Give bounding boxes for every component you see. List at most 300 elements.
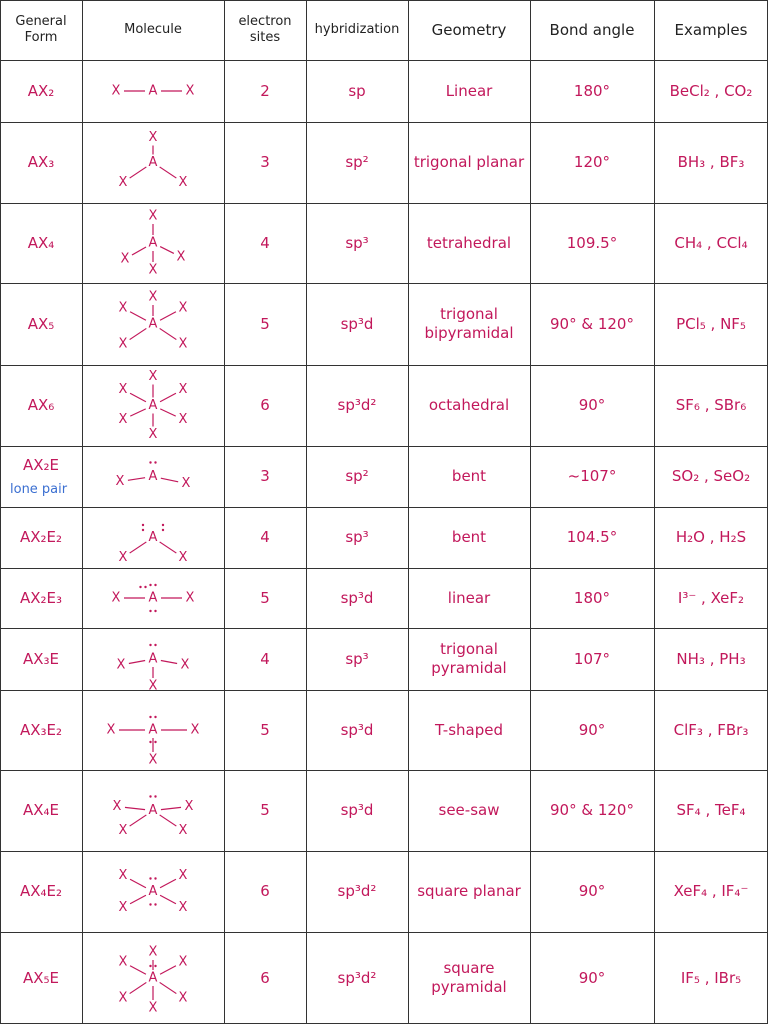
row-hybridization-text: sp³d	[340, 314, 374, 333]
row-electron-sites	[224, 60, 306, 122]
lone-pair-dot	[139, 586, 141, 588]
row-geometry-text: trigonal pyramidal	[431, 640, 507, 677]
row-electron-sites-text: 3	[260, 153, 270, 172]
lone-pair-label: lone pair	[10, 482, 68, 497]
grid-horizontal-line	[0, 446, 768, 447]
ligand-x: X	[148, 208, 158, 224]
central-atom: A	[148, 651, 158, 667]
bond-line	[160, 966, 176, 974]
ligand-x: X	[116, 657, 126, 673]
bond-line	[160, 542, 177, 553]
row-bond-angle	[530, 507, 654, 568]
row-geometry	[408, 446, 530, 507]
molecule-sketch-ax2	[82, 60, 224, 122]
ligand-x: X	[185, 590, 195, 606]
row-bond-angle	[530, 628, 654, 690]
lone-pair-dot	[144, 586, 146, 588]
row-examples	[654, 770, 768, 851]
lone-pair-annotation	[10, 482, 67, 497]
row-hybridization	[306, 770, 408, 851]
row-geometry-text: bent	[451, 528, 487, 547]
row-bond-angle	[530, 365, 654, 446]
row-bond-angle	[530, 770, 654, 851]
lone-pair-dot	[149, 610, 151, 612]
ligand-x: X	[148, 1000, 158, 1016]
ligand-x: X	[178, 382, 188, 397]
grid-vertical-line	[82, 0, 83, 1024]
grid-horizontal-line	[0, 851, 768, 852]
row-examples-text: BH₃ , BF₃	[677, 153, 745, 172]
central-atom: A	[148, 316, 158, 332]
bond-line	[132, 247, 146, 255]
row-electron-sites-text: 5	[260, 588, 270, 607]
row-bond-angle-text: 104.5°	[566, 528, 618, 547]
lone-pair-dot	[149, 795, 151, 797]
row-hybridization	[306, 932, 408, 1024]
ligand-x: X	[106, 722, 116, 738]
row-general-form	[0, 446, 82, 507]
row-general-form-text: AX₃	[27, 153, 55, 172]
row-geometry	[408, 851, 530, 932]
lone-pair-dot	[149, 903, 151, 905]
bond-line	[160, 815, 177, 826]
row-electron-sites-text: 6	[260, 882, 270, 901]
row-electron-sites	[224, 122, 306, 203]
header-bond-angle-text: Bond angle	[549, 20, 635, 39]
row-examples-text: SF₆ , SBr₆	[675, 396, 747, 415]
row-general-form	[0, 122, 82, 203]
row-bond-angle	[530, 568, 654, 628]
row-general-form-text: AX₄E₂	[19, 882, 63, 901]
row-geometry	[408, 628, 530, 690]
molecule-sketch-ax2e3	[82, 568, 224, 628]
lone-pair-dot	[154, 877, 156, 879]
row-bond-angle	[530, 446, 654, 507]
row-electron-sites-text: 5	[260, 720, 270, 739]
row-electron-sites	[224, 365, 306, 446]
row-electron-sites	[224, 203, 306, 283]
row-general-form-text: AX₂	[27, 81, 55, 100]
lone-pair-dot	[149, 584, 151, 586]
row-geometry	[408, 770, 530, 851]
row-electron-sites-text: 3	[260, 467, 270, 486]
row-examples	[654, 122, 768, 203]
row-examples	[654, 283, 768, 365]
row-general-form	[0, 283, 82, 365]
row-hybridization-text: sp³d²	[337, 882, 377, 901]
header-geometry	[408, 0, 530, 60]
ligand-x: X	[148, 130, 158, 145]
row-electron-sites	[224, 568, 306, 628]
row-hybridization-text: sp³d	[340, 588, 374, 607]
grid-vertical-line	[224, 0, 225, 1024]
row-geometry-text: trigonal planar	[413, 153, 525, 172]
row-examples-text: H₂O , H₂S	[675, 528, 747, 547]
row-examples	[654, 851, 768, 932]
bond-line	[161, 660, 177, 663]
row-hybridization	[306, 446, 408, 507]
row-bond-angle	[530, 283, 654, 365]
row-bond-angle-text: 90°	[578, 882, 606, 901]
ligand-x: X	[178, 823, 188, 838]
grid-horizontal-line	[0, 122, 768, 123]
row-hybridization-text: sp³	[345, 528, 369, 547]
row-bond-angle-text: ~107°	[567, 467, 617, 486]
grid-horizontal-line	[0, 203, 768, 204]
row-hybridization-text: sp³	[345, 649, 369, 668]
ligand-x: X	[118, 336, 128, 352]
header-molecule-text: Molecule	[124, 21, 182, 37]
row-examples	[654, 203, 768, 283]
molecule-sketch-ax4e2	[82, 851, 224, 932]
row-examples-text: SO₂ , SeO₂	[671, 467, 751, 486]
central-atom: A	[148, 722, 158, 738]
ligand-x: X	[178, 550, 188, 565]
ligand-x: X	[178, 954, 188, 970]
row-general-form-text: AX₂E₃	[19, 588, 63, 607]
row-geometry	[408, 690, 530, 770]
lone-pair-dot	[149, 741, 151, 743]
ligand-x: X	[178, 412, 188, 427]
row-electron-sites	[224, 851, 306, 932]
row-examples	[654, 690, 768, 770]
bond-line	[161, 807, 181, 809]
row-hybridization	[306, 851, 408, 932]
grid-horizontal-line	[0, 365, 768, 366]
lone-pair-dot	[149, 965, 151, 967]
ligand-x: X	[111, 590, 121, 606]
row-examples-text: NH₃ , PH₃	[676, 649, 746, 668]
bond-line	[160, 879, 176, 887]
row-bond-angle	[530, 851, 654, 932]
ligand-x: X	[148, 262, 158, 278]
row-hybridization-text: sp³d	[340, 720, 374, 739]
row-geometry	[408, 60, 530, 122]
ligand-x: X	[148, 289, 158, 305]
row-general-form	[0, 690, 82, 770]
ligand-x: X	[118, 300, 128, 316]
central-atom: A	[148, 155, 158, 170]
row-geometry-text: trigonal bipyramidal	[424, 305, 514, 342]
row-examples	[654, 628, 768, 690]
central-atom: A	[148, 530, 158, 545]
row-geometry	[408, 203, 530, 283]
row-examples-text: CH₄ , CCl₄	[674, 233, 748, 252]
ligand-x: X	[118, 550, 128, 565]
ligand-x: X	[178, 336, 188, 352]
lone-pair-dot	[149, 461, 151, 463]
row-geometry-text: square pyramidal	[431, 959, 507, 996]
row-geometry-text: tetrahedral	[426, 233, 512, 252]
lone-pair-dot	[162, 524, 164, 526]
grid-vertical-line	[306, 0, 307, 1024]
row-geometry	[408, 932, 530, 1024]
row-geometry	[408, 283, 530, 365]
grid-vertical-line	[408, 0, 409, 1024]
bond-line	[130, 393, 146, 401]
molecule-sketch-ax6	[82, 365, 224, 446]
bond-line	[130, 815, 147, 826]
lone-pair-dot	[162, 529, 164, 531]
bond-line	[130, 879, 146, 887]
row-hybridization-text: sp³d²	[337, 968, 377, 987]
lone-pair-dot	[154, 716, 156, 718]
lone-pair-dot	[149, 877, 151, 879]
row-bond-angle-text: 90°	[578, 720, 606, 739]
central-atom: A	[148, 469, 158, 484]
header-general-form-text: General Form	[15, 13, 67, 45]
bond-line	[160, 247, 174, 254]
molecule-sketch-ax3	[82, 122, 224, 203]
row-geometry-text: Linear	[445, 81, 493, 100]
ligand-x: X	[148, 752, 158, 768]
molecule-sketch-ax4	[82, 203, 224, 283]
row-hybridization-text: sp	[348, 81, 366, 100]
central-atom: A	[148, 590, 158, 606]
ligand-x: X	[118, 868, 128, 883]
row-bond-angle	[530, 60, 654, 122]
central-atom: A	[148, 803, 158, 818]
row-hybridization-text: sp²	[345, 467, 369, 486]
grid-horizontal-line	[0, 283, 768, 284]
row-electron-sites-text: 5	[260, 314, 270, 333]
row-general-form	[0, 851, 82, 932]
row-examples-text: IF₅ , IBr₅	[680, 968, 742, 987]
row-electron-sites-text: 4	[260, 528, 270, 547]
row-general-form-text: AX₆	[27, 396, 55, 415]
central-atom: A	[148, 83, 158, 99]
row-hybridization	[306, 690, 408, 770]
row-general-form-text: AX₄E	[22, 801, 60, 820]
row-electron-sites	[224, 628, 306, 690]
row-examples	[654, 932, 768, 1024]
row-hybridization	[306, 60, 408, 122]
molecule-sketch-ax2e	[82, 446, 224, 507]
row-examples-text: PCl₅ , NF₅	[676, 314, 746, 333]
bond-line	[125, 807, 145, 809]
bond-line	[130, 167, 147, 178]
grid-horizontal-line	[0, 628, 768, 629]
molecule-sketch-ax3e	[82, 628, 224, 690]
bond-line	[161, 478, 178, 482]
row-hybridization	[306, 628, 408, 690]
row-geometry	[408, 507, 530, 568]
row-examples	[654, 568, 768, 628]
row-hybridization-text: sp²	[345, 153, 369, 172]
row-general-form	[0, 932, 82, 1024]
row-geometry	[408, 365, 530, 446]
ligand-x: X	[148, 678, 158, 690]
molecule-sketch-ax5e	[82, 932, 224, 1024]
central-atom: A	[148, 970, 158, 986]
grid-horizontal-line	[0, 0, 768, 1]
bond-line	[160, 312, 176, 320]
lone-pair-dot	[149, 716, 151, 718]
row-electron-sites	[224, 507, 306, 568]
row-bond-angle-text: 109.5°	[566, 233, 618, 252]
row-bond-angle-text: 180°	[573, 81, 611, 100]
row-bond-angle-text: 90°	[578, 396, 606, 415]
header-bond-angle	[530, 0, 654, 60]
ligand-x: X	[185, 83, 195, 99]
row-electron-sites	[224, 283, 306, 365]
ligand-x: X	[178, 868, 188, 883]
ligand-x: X	[112, 799, 122, 814]
grid-horizontal-line	[0, 507, 768, 508]
row-electron-sites	[224, 770, 306, 851]
ligand-x: X	[118, 382, 128, 397]
ligand-x: X	[120, 251, 130, 267]
header-electron-sites-text: electron sites	[238, 13, 292, 45]
row-examples	[654, 365, 768, 446]
central-atom: A	[148, 235, 158, 251]
bond-line	[130, 542, 147, 553]
lone-pair-dot	[154, 610, 156, 612]
grid-horizontal-line	[0, 568, 768, 569]
lone-pair-dot	[154, 461, 156, 463]
molecule-sketch-ax2e2	[82, 507, 224, 568]
row-geometry-text: octahedral	[428, 396, 510, 415]
bond-line	[130, 966, 146, 974]
row-general-form	[0, 628, 82, 690]
lone-pair-dot	[154, 644, 156, 646]
row-electron-sites	[224, 690, 306, 770]
ligand-x: X	[180, 657, 190, 673]
row-examples-text: XeF₄ , IF₄⁻	[673, 882, 749, 901]
row-hybridization-text: sp³	[345, 233, 369, 252]
row-bond-angle-text: 180°	[573, 588, 611, 607]
row-hybridization	[306, 507, 408, 568]
grid-vertical-line	[0, 0, 1, 1024]
grid-vertical-line	[530, 0, 531, 1024]
bond-line	[160, 409, 176, 416]
header-molecule	[82, 0, 224, 60]
header-geometry-text: Geometry	[431, 20, 507, 39]
header-hybridization-text: hybridization	[314, 21, 400, 37]
header-examples-text: Examples	[674, 20, 748, 39]
row-electron-sites	[224, 446, 306, 507]
row-general-form-text: AX₃E	[22, 649, 60, 668]
ligand-x: X	[115, 474, 125, 489]
ligand-x: X	[190, 722, 200, 738]
row-general-form	[0, 365, 82, 446]
row-general-form	[0, 568, 82, 628]
grid-horizontal-line	[0, 60, 768, 61]
ligand-x: X	[118, 900, 128, 915]
row-electron-sites	[224, 932, 306, 1024]
row-bond-angle	[530, 690, 654, 770]
row-hybridization	[306, 568, 408, 628]
ligand-x: X	[178, 300, 188, 316]
lone-pair-dot	[154, 584, 156, 586]
ligand-x: X	[181, 476, 191, 491]
bond-line	[160, 167, 177, 178]
header-general-form	[0, 0, 82, 60]
bond-line	[160, 328, 177, 339]
row-general-form	[0, 203, 82, 283]
lone-pair-dot	[154, 903, 156, 905]
molecule-sketch-ax3e2	[82, 690, 224, 770]
row-bond-angle	[530, 203, 654, 283]
ligand-x: X	[178, 175, 188, 190]
grid-horizontal-line	[0, 690, 768, 691]
bond-line	[129, 660, 145, 663]
ligand-x: X	[118, 412, 128, 427]
ligand-x: X	[118, 954, 128, 970]
row-hybridization-text: sp³d	[340, 801, 374, 820]
molecule-sketch-ax5	[82, 283, 224, 365]
ligand-x: X	[148, 944, 158, 960]
ligand-x: X	[184, 799, 194, 814]
grid-horizontal-line	[0, 932, 768, 933]
bond-line	[130, 409, 146, 416]
row-bond-angle	[530, 122, 654, 203]
bond-line	[130, 312, 146, 320]
row-examples-text: SF₄ , TeF₄	[676, 801, 746, 820]
row-hybridization	[306, 203, 408, 283]
grid-horizontal-line	[0, 770, 768, 771]
bond-line	[130, 895, 146, 903]
ligand-x: X	[176, 249, 186, 265]
bond-line	[160, 895, 176, 903]
ligand-x: X	[118, 990, 128, 1006]
row-general-form-text: AX₂E	[22, 456, 60, 474]
row-bond-angle-text: 107°	[573, 649, 611, 668]
row-examples	[654, 446, 768, 507]
ligand-x: X	[118, 175, 128, 190]
grid-vertical-line	[654, 0, 655, 1024]
central-atom: A	[148, 398, 158, 413]
ligand-x: X	[148, 369, 158, 384]
row-general-form-text: AX₂E₂	[19, 528, 63, 547]
lone-pair-dot	[154, 741, 156, 743]
molecule-sketch-ax4e	[82, 770, 224, 851]
bond-line	[130, 328, 147, 339]
lone-pair-dot	[154, 795, 156, 797]
header-electron-sites	[224, 0, 306, 60]
bond-line	[128, 478, 145, 481]
row-hybridization	[306, 122, 408, 203]
row-general-form	[0, 60, 82, 122]
row-electron-sites-text: 2	[260, 81, 270, 100]
row-general-form-text: AX₅	[27, 314, 55, 333]
row-examples	[654, 60, 768, 122]
ligand-x: X	[178, 990, 188, 1006]
bond-line	[160, 982, 177, 993]
row-geometry	[408, 568, 530, 628]
bond-line	[130, 982, 147, 993]
row-geometry	[408, 122, 530, 203]
header-hybridization	[306, 0, 408, 60]
row-hybridization-text: sp³d²	[337, 396, 377, 415]
row-geometry-text: square planar	[417, 882, 521, 901]
row-hybridization	[306, 365, 408, 446]
row-electron-sites-text: 6	[260, 396, 270, 415]
bond-line	[160, 393, 176, 401]
central-atom: A	[148, 884, 158, 899]
ligand-x: X	[118, 823, 128, 838]
lone-pair-dot	[149, 644, 151, 646]
row-bond-angle-text: 90° & 120°	[550, 314, 634, 333]
ligand-x: X	[148, 427, 158, 442]
lone-pair-dot	[142, 529, 144, 531]
lone-pair-dot	[142, 524, 144, 526]
row-examples-text: BeCl₂ , CO₂	[669, 81, 753, 100]
row-bond-angle-text: 90°	[578, 968, 606, 987]
row-bond-angle-text: 90° & 120°	[550, 801, 634, 820]
row-electron-sites-text: 4	[260, 649, 270, 668]
row-electron-sites-text: 4	[260, 233, 270, 252]
